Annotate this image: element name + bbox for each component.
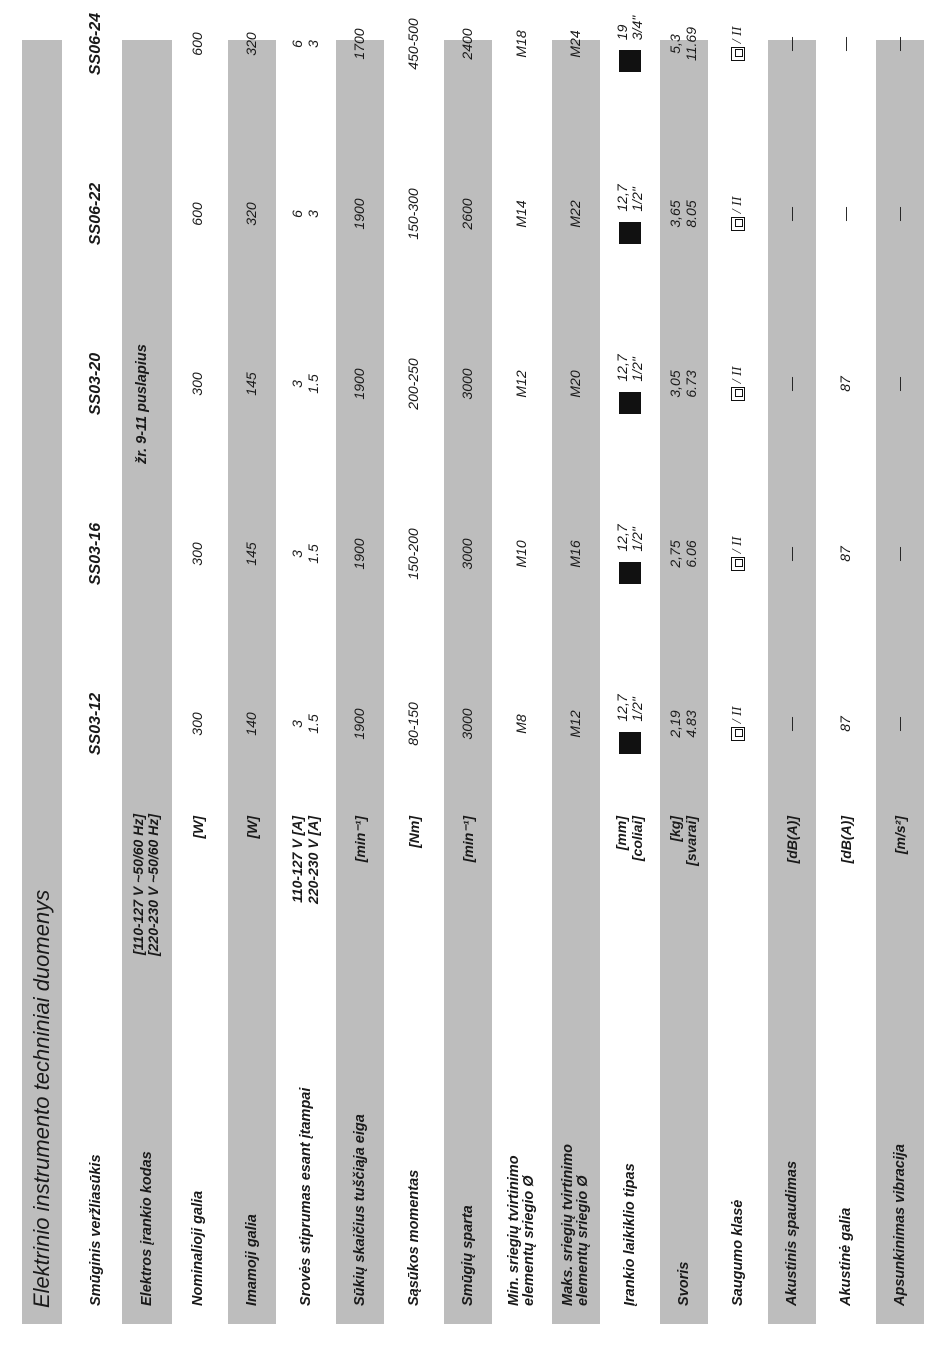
value-cell: M12 [513, 370, 529, 398]
value-cell: 3 [289, 720, 305, 728]
double-insulation-icon [731, 47, 745, 61]
value-cell: 4.83 [683, 710, 699, 738]
protection-cell [730, 324, 748, 444]
value-inch: 3/4" [629, 15, 645, 41]
value-cell: 3000 [459, 708, 475, 740]
value-cell: 320 [243, 202, 259, 226]
value-cell: 3,65 [667, 200, 683, 228]
torque-row [390, 18, 438, 1324]
value-cell: 87 [837, 546, 853, 562]
value-mm: 19 [614, 24, 630, 41]
value-cell: 1700 [351, 28, 367, 60]
protection-cell [730, 0, 748, 104]
vibration-row [876, 37, 924, 1324]
value-cell: 1.5 [305, 374, 321, 394]
row-unit: [min⁻¹] [460, 816, 476, 863]
value-cell: M10 [513, 540, 529, 568]
tool-holder-row [606, 15, 654, 1324]
value-cell: 6 [289, 210, 305, 218]
row-label: Sūkių skaičius tuščiąja eiga [352, 1114, 368, 1306]
row-unit: [W] [190, 816, 206, 839]
value-cell: 3 [289, 550, 305, 558]
model-header: SS03-20 [87, 352, 104, 416]
value-cell: 8.05 [683, 200, 699, 228]
row-unit: [m/s²] [892, 816, 908, 855]
row-label: Sąsūkos momentas [406, 1169, 422, 1306]
value-mm: 12,7 [614, 354, 630, 382]
model-header: SS06-24 [87, 12, 104, 76]
value-cell: M12 [567, 710, 583, 738]
square-drive-icon [619, 222, 641, 244]
row-unit: [coliai] [629, 816, 645, 862]
value-cell: — [783, 377, 799, 391]
value-cell: 2600 [459, 198, 475, 230]
value-cell: 80-150 [405, 702, 421, 746]
model-header: SS03-16 [87, 522, 104, 586]
value-cell: — [837, 37, 853, 51]
double-insulation-icon [731, 557, 745, 571]
value-cell: — [783, 207, 799, 221]
value-cell: M22 [567, 200, 583, 228]
holder-cell [615, 154, 645, 274]
value-cell: 1900 [351, 538, 367, 570]
value-cell: 300 [189, 712, 205, 736]
class-value: / II [730, 536, 745, 554]
value-mm: 12,7 [614, 694, 630, 722]
row-label: Saugumo klasė [730, 1199, 746, 1306]
value-cell: — [783, 37, 799, 51]
double-insulation-icon [731, 387, 745, 401]
row-label: Smūgių sparta [460, 1205, 476, 1306]
value-cell: M20 [567, 370, 583, 398]
model-header: SS06-22 [87, 182, 104, 246]
tool-code-row [122, 40, 172, 1324]
page-title: Elektrinio instrumento techniniai duomenys [22, 40, 62, 1324]
row-unit: [220-230 V ~50/60 Hz] [145, 814, 161, 957]
value-cell: 6.06 [683, 540, 699, 568]
row-unit: [dB(A)] [784, 816, 800, 864]
row-label: Imamoji galia [244, 1214, 260, 1306]
protection-cell [730, 664, 748, 784]
value-cell: — [891, 37, 907, 51]
weight-row [660, 27, 708, 1324]
row-unit: [kg] [667, 816, 683, 842]
row-label: elementų sriegio Ø [575, 1175, 591, 1306]
value-cell: 87 [837, 716, 853, 732]
row-unit: [dB(A)] [838, 816, 854, 864]
row-unit: [Nm] [406, 816, 422, 848]
value-cell: 3 [305, 210, 321, 218]
value-cell: 87 [837, 376, 853, 392]
value-cell: 3000 [459, 368, 475, 400]
row-unit: [mm] [613, 816, 629, 851]
square-drive-icon [619, 562, 641, 584]
value-mm: 12,7 [614, 184, 630, 212]
value-cell: 145 [243, 372, 259, 396]
value-cell: 1.5 [305, 544, 321, 564]
code-note: žr. 9-11 puslapius [134, 344, 150, 464]
sound-power-row [822, 37, 870, 1324]
current-row [282, 40, 330, 1324]
value-cell: 3 [289, 380, 305, 388]
holder-cell [615, 664, 645, 784]
rated-power-row [174, 32, 222, 1324]
value-cell: 2400 [459, 28, 475, 60]
value-cell: M8 [513, 714, 529, 734]
value-cell: 200-250 [405, 358, 421, 410]
value-cell: — [891, 207, 907, 221]
value-cell: 320 [243, 32, 259, 56]
value-cell: 300 [189, 372, 205, 396]
class-value: / II [730, 26, 745, 44]
value-mm: 12,7 [614, 524, 630, 552]
class-value: / II [730, 196, 745, 214]
value-inch: 1/2" [629, 697, 645, 722]
value-cell: — [837, 207, 853, 221]
value-cell: M14 [513, 200, 529, 228]
value-cell: — [891, 547, 907, 561]
value-cell: M16 [567, 540, 583, 568]
row-unit: 220-230 V [A] [305, 816, 321, 904]
output-power-row [228, 32, 276, 1324]
value-cell: 300 [189, 542, 205, 566]
value-cell: — [891, 377, 907, 391]
holder-cell [615, 0, 645, 104]
value-cell: 1900 [351, 368, 367, 400]
row-unit: [svarai] [683, 816, 699, 866]
value-cell: 450-500 [405, 18, 421, 70]
row-label: Elektros įrankio kodas [139, 1151, 155, 1306]
value-cell: M18 [513, 30, 529, 58]
value-cell: 2,19 [667, 710, 683, 738]
value-cell: 6.73 [683, 370, 699, 398]
value-cell: — [783, 717, 799, 731]
row-label: Akustinis spaudimas [784, 1160, 800, 1306]
value-cell: M24 [567, 30, 583, 58]
value-inch: 1/2" [629, 187, 645, 212]
value-cell: 145 [243, 542, 259, 566]
value-inch: 1/2" [629, 357, 645, 382]
square-drive-icon [619, 392, 641, 414]
row-label: elementų sriegio Ø [521, 1175, 537, 1306]
value-cell: 1.5 [305, 714, 321, 734]
value-cell: 1900 [351, 198, 367, 230]
row-label: Maks. sriegių tvirtinimo [560, 1144, 576, 1306]
protection-cell [730, 494, 748, 614]
value-cell: 600 [189, 32, 205, 56]
value-cell: 3 [305, 40, 321, 48]
row-label: Akustinė galia [838, 1207, 854, 1306]
header-label: Smūginis veržliasūkis [88, 1154, 104, 1306]
row-unit: [min⁻¹] [352, 816, 368, 863]
model-header: SS03-12 [87, 692, 104, 756]
value-cell: — [891, 717, 907, 731]
value-cell: 6 [289, 40, 305, 48]
row-unit: [W] [244, 816, 260, 839]
value-cell: 5,3 [667, 34, 683, 54]
value-inch: 1/2" [629, 527, 645, 552]
value-cell: 11.69 [683, 27, 699, 61]
value-cell: 150-300 [405, 188, 421, 240]
row-unit: 110-127 V [A] [289, 816, 305, 903]
value-cell: 140 [243, 712, 259, 736]
double-insulation-icon [731, 217, 745, 231]
row-label: Min. sriegių tvirtinimo [506, 1155, 522, 1306]
value-cell: 150-200 [405, 528, 421, 580]
protection-class-row [714, 26, 762, 1324]
sound-pressure-row [768, 37, 816, 1324]
holder-cell [615, 324, 645, 444]
holder-cell [615, 494, 645, 614]
square-drive-icon [619, 50, 641, 72]
row-label: Apsunkinimas vibracija [892, 1144, 908, 1306]
row-label: Svoris [676, 1261, 692, 1306]
row-label: Nominalioji galia [190, 1190, 206, 1306]
min-thread-row [498, 30, 546, 1324]
protection-cell [730, 154, 748, 274]
value-cell: 3,05 [667, 370, 683, 398]
value-cell: 3000 [459, 538, 475, 570]
class-value: / II [730, 366, 745, 384]
max-thread-row [552, 30, 600, 1324]
square-drive-icon [619, 732, 641, 754]
no-load-speed-row [336, 28, 384, 1324]
row-label: Srovės stiprumas esant įtampai [298, 1087, 314, 1306]
row-label: Įrankio laikiklio tipas [622, 1163, 638, 1306]
value-cell: — [783, 547, 799, 561]
row-unit: [110-127 V ~50/60 Hz] [130, 814, 146, 955]
value-cell: 1900 [351, 708, 367, 740]
impact-rate-row [444, 28, 492, 1324]
value-cell: 2,75 [667, 540, 683, 568]
value-cell: 600 [189, 202, 205, 226]
header-row [72, 12, 120, 1324]
class-value: / II [730, 706, 745, 724]
double-insulation-icon [731, 727, 745, 741]
